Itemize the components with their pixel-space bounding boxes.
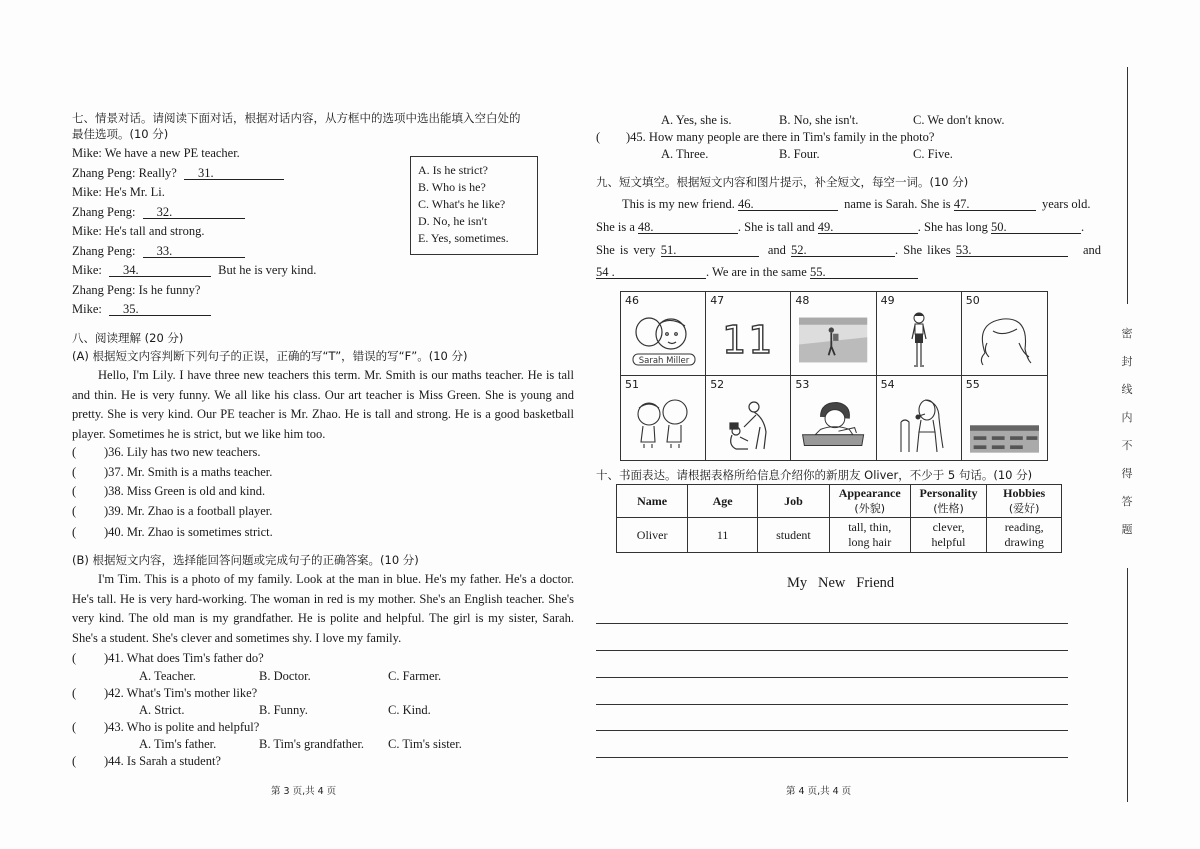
- answer-blank-55[interactable]: 55.: [810, 265, 918, 279]
- picture-cell-52: [706, 376, 791, 460]
- dialog-line: [72, 224, 204, 239]
- answer-blank-49[interactable]: 49.: [818, 220, 918, 234]
- cell-hobbies: reading, drawing: [987, 518, 1062, 553]
- option-b[interactable]: B. Funny.: [259, 703, 308, 717]
- writing-line[interactable]: [596, 757, 1068, 758]
- reading-passage-a: [72, 366, 574, 444]
- answer-paren[interactable]: (: [72, 465, 77, 479]
- picture-cell-48: [791, 292, 876, 376]
- question-37: ( )37. Mr. Smith is a maths teacher.: [72, 465, 273, 479]
- option-b[interactable]: B. Tim's grandfather.: [259, 737, 365, 751]
- writing-line[interactable]: [596, 704, 1068, 705]
- answer-blank-53[interactable]: 53.: [956, 243, 1068, 257]
- line-text: We have a new PE teacher.: [104, 146, 240, 160]
- col-header: Hobbies (爱好): [987, 485, 1062, 518]
- section9-title: 九、短文填空。根据短文内容和图片提示，补全短文，每空一词。(10 分): [596, 175, 969, 189]
- option-c[interactable]: C. Five.: [913, 147, 953, 161]
- cell-appearance: tall, thin, long hair: [829, 518, 910, 553]
- answer-paren[interactable]: (: [72, 504, 77, 518]
- col-header: Age: [688, 485, 758, 518]
- speaker: Mike:: [72, 146, 102, 160]
- picture-cell-49: [877, 292, 962, 376]
- option-a[interactable]: A. Three.: [661, 147, 709, 161]
- cell-name: Oliver: [617, 518, 688, 553]
- binding-line-top: [1127, 67, 1128, 304]
- option-a[interactable]: A. Yes, she is.: [661, 113, 732, 127]
- option-a: A. Is he strict?: [418, 163, 488, 177]
- writing-line[interactable]: [596, 623, 1068, 624]
- cell-number: 48: [795, 294, 810, 307]
- option-a[interactable]: A. Tim's father.: [139, 737, 217, 751]
- oliver-info-table: [616, 484, 1062, 553]
- writing-line[interactable]: [596, 650, 1068, 651]
- writing-line[interactable]: [596, 677, 1068, 678]
- option-b: B. Who is he?: [418, 180, 486, 194]
- cell-number: 55: [965, 378, 980, 391]
- option-b[interactable]: B. Doctor.: [259, 669, 311, 683]
- cell-number: 51: [625, 378, 639, 391]
- passage-text: I'm Tim. This is a photo of my family. Look at the man in blue. He's my father. He's a doctor. He's tall. He is very hard-working. The woman in red is my mother. She's an English teacher. She's very kind. The old man is my grandfather. He is polite and helpful. The girl is my sister, Sarah. She's a student. She's clever and sometimes shy. I love my family.: [72, 572, 574, 645]
- speaker: Zhang Peng:: [72, 244, 136, 258]
- answer-blank-50[interactable]: 50.: [991, 220, 1081, 234]
- option-c[interactable]: C. Kind.: [388, 703, 431, 717]
- section7-title-line1: 七、情景对话。请阅读下面对话，根据对话内容，从方框中的选项中选出能填入空白处的: [72, 111, 521, 125]
- answer-blank-48[interactable]: 48.: [638, 220, 738, 234]
- picture-hint-grid: [620, 291, 1048, 461]
- cell-number: 50: [965, 294, 980, 307]
- col-header: Name: [617, 485, 688, 518]
- speaker: Zhang Peng:: [72, 283, 136, 297]
- cell-number: 47: [710, 294, 725, 307]
- page-footer-4: 第 4 页,共 4 页: [786, 786, 852, 797]
- long-hair-icon: [970, 310, 1039, 369]
- picture-cell-53: [791, 376, 876, 460]
- table-row: [617, 518, 1062, 553]
- answer-paren[interactable]: (: [72, 484, 77, 498]
- answer-blank-47[interactable]: 47.: [954, 197, 1036, 211]
- answer-blank-32[interactable]: 32.: [143, 205, 245, 219]
- passage-text: Hello, I'm Lily. I have three new teachers this term. Mr. Smith is our maths teacher. He is tall and thin. He is very funny. We all like his class. Our art teacher is Miss Green. She is young and pretty. She is very kind. Our PE teacher is Mr. Zhao. He is tall and strong. He is a good basketball player. Sometimes he is strict, but we like him too.: [72, 368, 574, 441]
- question-44: ( )44. Is Sarah a student?: [72, 754, 221, 768]
- question-41: ( )41. What does Tim's father do?: [72, 651, 264, 665]
- cloze-line-3: She is very 51. and 52. . She likes 53. and: [596, 243, 1102, 257]
- line-text: He's Mr. Li.: [104, 185, 165, 199]
- question-38: ( )38. Miss Green is old and kind.: [72, 484, 266, 498]
- speaker: Mike:: [72, 224, 102, 238]
- picture-cell-47: [706, 292, 791, 376]
- answer-paren[interactable]: (: [596, 130, 601, 144]
- student-walking-icon: [799, 310, 867, 369]
- dialog-line: [72, 244, 245, 259]
- cell-number: 54: [880, 378, 895, 391]
- picture-cell-46: [621, 292, 706, 376]
- binding-margin-text: 密 封 线 内 不 得 答 题: [1121, 327, 1133, 536]
- options-box: [410, 156, 538, 255]
- picture-cell-55: [962, 376, 1047, 460]
- speaker: Zhang Peng:: [72, 205, 136, 219]
- section8b-title: (B) 根据短文内容，选择能回答问题或完成句子的正确答案。(10 分): [72, 553, 419, 567]
- cell-number: 46: [625, 294, 639, 307]
- shy-children-icon: [629, 394, 697, 454]
- question-45: ( )45. How many people are there in Tim's family in the photo?: [596, 130, 935, 144]
- section7-title-line2: 最佳选项。(10 分): [72, 127, 169, 141]
- answer-blank-31[interactable]: 31.: [184, 166, 284, 180]
- answer-blank-35[interactable]: 35.: [109, 302, 211, 316]
- question-36: ( )36. Lily has two new teachers.: [72, 445, 261, 459]
- answer-blank-33[interactable]: 33.: [143, 244, 245, 258]
- answer-blank-51[interactable]: 51.: [661, 243, 759, 257]
- option-c[interactable]: C. Tim's sister.: [388, 737, 462, 751]
- answer-paren[interactable]: (: [72, 445, 77, 459]
- reading-passage-b: [72, 570, 574, 648]
- line-text: Really?: [138, 166, 177, 180]
- answer-paren[interactable]: (: [72, 686, 77, 700]
- answer-blank-46[interactable]: 46.: [738, 197, 838, 211]
- question-43: ( )43. Who is polite and helpful?: [72, 720, 260, 734]
- cloze-line-4: 54 . . We are in the same 55.: [596, 265, 918, 280]
- answer-paren[interactable]: (: [72, 651, 77, 665]
- speaker: Mike:: [72, 185, 102, 199]
- option-a[interactable]: A. Teacher.: [139, 669, 196, 683]
- cell-job: student: [758, 518, 830, 553]
- cell-number: 53: [795, 378, 810, 391]
- option-c[interactable]: C. We don't know.: [913, 113, 1005, 127]
- picture-cell-51: [621, 376, 706, 460]
- dialog-line: [72, 205, 245, 220]
- binding-line-bottom: [1127, 568, 1128, 802]
- col-header: Job: [758, 485, 830, 518]
- helping-someone-icon: [714, 394, 782, 454]
- dialog-line: [72, 263, 316, 278]
- page-footer-3: 第 3 页,共 4 页: [271, 786, 337, 797]
- cell-number: 52: [710, 378, 725, 391]
- question-39: ( )39. Mr. Zhao is a football player.: [72, 504, 273, 518]
- section8a-title: (A) 根据短文内容判断下列句子的正误，正确的写“T”，错误的写“F”。(10 分): [72, 349, 468, 363]
- table-header-row: [617, 485, 1062, 518]
- cell-age: 11: [688, 518, 758, 553]
- answer-paren[interactable]: (: [72, 525, 77, 539]
- option-c[interactable]: C. Farmer.: [388, 669, 442, 683]
- dialog-line: [72, 146, 240, 161]
- girl-singing-icon: [885, 394, 953, 454]
- col-header: Appearance (外貌): [829, 485, 910, 518]
- option-b[interactable]: B. Four.: [779, 147, 820, 161]
- option-b[interactable]: B. No, she isn't.: [779, 113, 859, 127]
- option-d: D. No, he isn't: [418, 214, 488, 228]
- answer-paren[interactable]: (: [72, 754, 77, 768]
- section10-title: 十、书面表达。请根据表格所给信息介绍你的新朋友 Oliver，不少于 5 句话。(10 分): [596, 468, 1033, 482]
- writing-line[interactable]: [596, 730, 1068, 731]
- speaker: Zhang Peng:: [72, 166, 136, 180]
- cell-number: 49: [880, 294, 895, 307]
- dialog-line: [72, 302, 211, 317]
- option-e: E. Yes, sometimes.: [418, 231, 509, 245]
- speaker: Mike:: [72, 302, 102, 316]
- question-40: ( )40. Mr. Zhao is sometimes strict.: [72, 525, 273, 539]
- dialog-line: [72, 283, 200, 298]
- number-eleven-icon: 11: [722, 317, 775, 362]
- line-text: But he is very kind.: [218, 263, 317, 277]
- line-text: He's tall and strong.: [104, 224, 205, 238]
- dialog-line: [72, 185, 165, 200]
- thin-girl-icon: [885, 310, 953, 369]
- section8-title: 八、阅读理解 (20 分): [72, 331, 184, 345]
- answer-blank-52[interactable]: 52.: [791, 243, 895, 257]
- answer-blank-54[interactable]: 54 .: [596, 265, 706, 279]
- speaker: Mike:: [72, 263, 102, 277]
- svg-text:Sarah Miller: Sarah Miller: [638, 355, 690, 366]
- cloze-line-2: She is a 48. . She is tall and 49. . She has long 50. .: [596, 220, 1085, 234]
- picture-cell-50: [962, 292, 1047, 376]
- girl-reading-icon: [799, 394, 867, 454]
- col-header: Personality (性格): [910, 485, 987, 518]
- essay-title: My New Friend: [787, 575, 895, 591]
- question-42: ( )42. What's Tim's mother like?: [72, 686, 258, 700]
- girl-portrait-icon: [629, 310, 697, 369]
- option-a[interactable]: A. Strict.: [139, 703, 185, 717]
- cell-personality: clever, helpful: [910, 518, 987, 553]
- dialog-line: [72, 166, 284, 181]
- answer-paren[interactable]: (: [72, 720, 77, 734]
- cloze-line-1: This is my new friend. 46. name is Sarah. She is 47. years old.: [622, 197, 1091, 211]
- classroom-icon: [970, 394, 1039, 454]
- option-c: C. What's he like?: [418, 197, 506, 211]
- answer-blank-34[interactable]: 34.: [109, 263, 211, 277]
- picture-cell-54: [877, 376, 962, 460]
- line-text: Is he funny?: [138, 283, 201, 297]
